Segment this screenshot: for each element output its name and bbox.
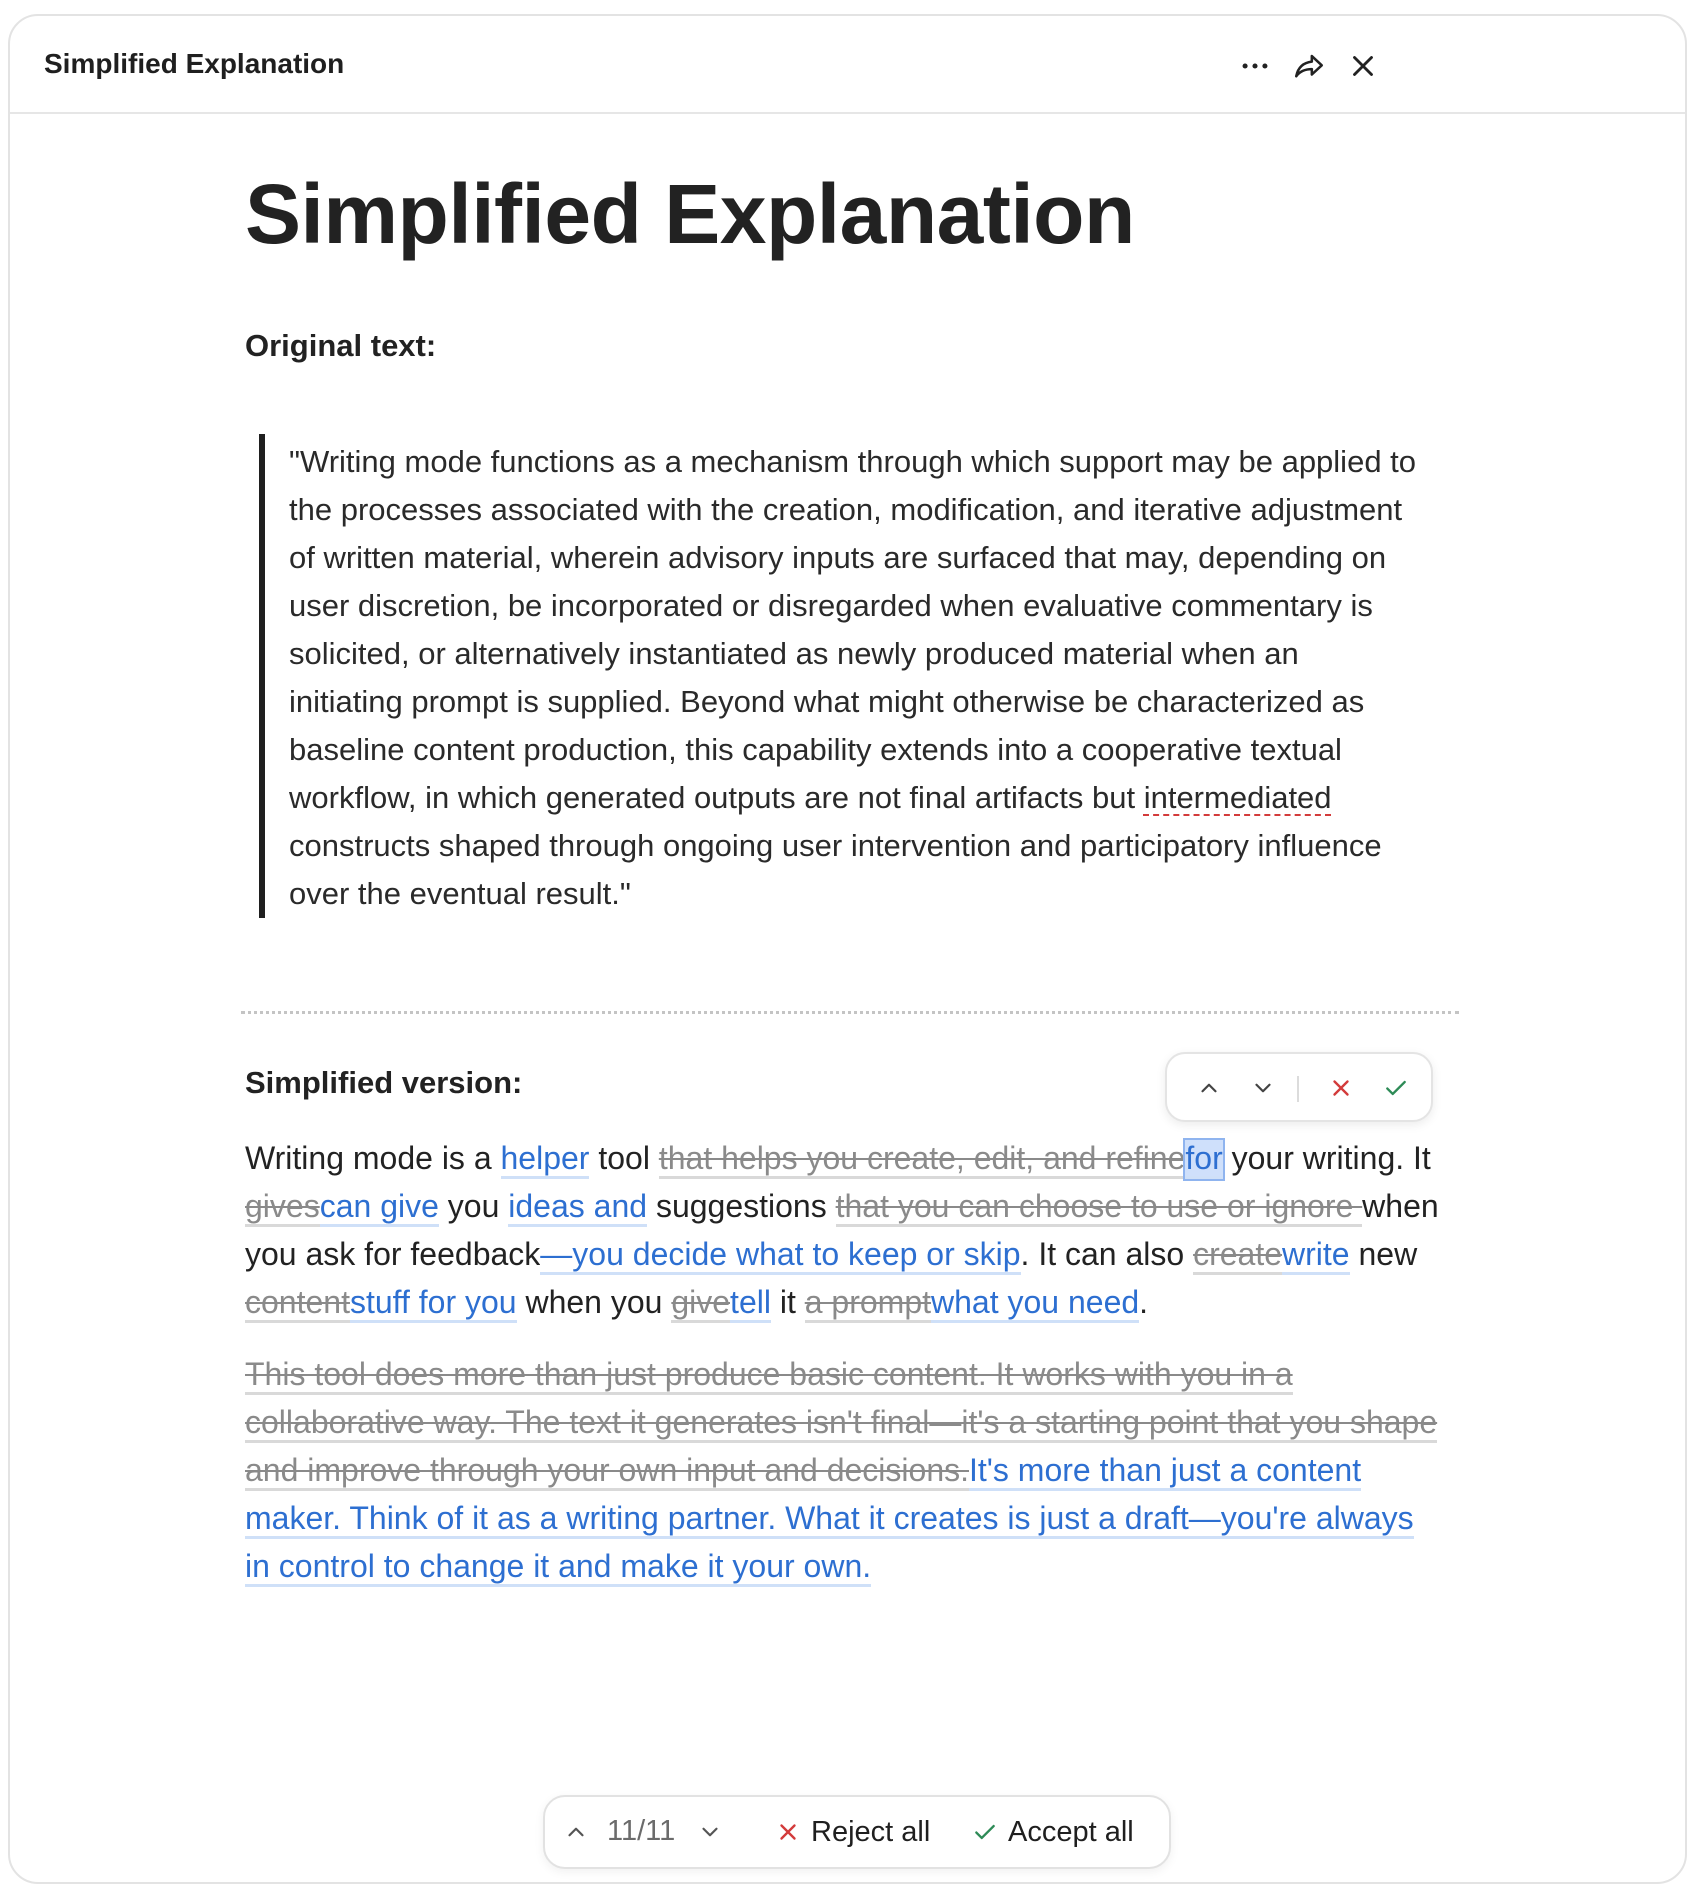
suggested-deletion[interactable]: content: [245, 1284, 350, 1323]
text-run: . It can also: [1020, 1236, 1194, 1272]
review-previous-button[interactable]: [563, 1797, 589, 1867]
simplified-text: [245, 1134, 1445, 1614]
chevron-up-icon: [1196, 1075, 1222, 1101]
original-text-heading: Original text:: [245, 328, 437, 363]
chevron-down-icon: [697, 1819, 723, 1845]
toolbar-separator: [1297, 1076, 1299, 1102]
suggested-insertion[interactable]: stuff for you: [350, 1284, 517, 1323]
text-run: when you: [516, 1284, 672, 1320]
x-icon: [775, 1819, 801, 1845]
editor-panel: [8, 14, 1687, 1884]
text-run: when you ask for feedback: [245, 1188, 1439, 1272]
previous-suggestion-button[interactable]: [1185, 1064, 1233, 1112]
simplified-paragraph-1: [245, 1134, 1445, 1326]
more-options-button[interactable]: [1227, 38, 1283, 94]
text-run: Writing mode is a: [245, 1140, 501, 1176]
review-next-button[interactable]: [697, 1797, 723, 1867]
text-run: you: [438, 1188, 509, 1224]
simplified-version-heading: Simplified version:: [245, 1065, 523, 1100]
suggested-insertion[interactable]: tell: [730, 1284, 771, 1323]
review-bar: [543, 1795, 1171, 1869]
chevron-down-icon: [1250, 1075, 1276, 1101]
suggested-insertion[interactable]: helper: [501, 1140, 590, 1179]
suggested-deletion[interactable]: that you can choose to use or ignore: [836, 1188, 1363, 1227]
suggested-deletion[interactable]: create: [1193, 1236, 1282, 1275]
next-suggestion-button[interactable]: [1239, 1064, 1287, 1112]
close-button[interactable]: [1335, 38, 1391, 94]
suggested-deletion[interactable]: that helps you create, edit, and refine: [659, 1140, 1186, 1179]
accept-all-label: Accept all: [1008, 1815, 1134, 1848]
original-blockquote: [259, 434, 1419, 918]
accept-suggestion-button[interactable]: [1372, 1064, 1420, 1112]
check-icon: [1383, 1075, 1409, 1101]
selected-suggested-insertion[interactable]: for: [1185, 1140, 1222, 1179]
text-run: new: [1349, 1236, 1418, 1272]
suggested-insertion[interactable]: ideas and: [508, 1188, 647, 1227]
text-run: tool: [589, 1140, 659, 1176]
original-text-part-2: constructs shaped through ongoing user intervention and participatory influence over the eventual result.": [289, 828, 1382, 911]
original-text-part-1: "Writing mode functions as a mechanism through which support may be applied to the processes associated with the creation, modification, and iterative adjustment of written material, wherein advisory inputs are surfaced that may, depending on user discretion, be incorporated or disregarded when evaluative commentary is solicited, or alternatively instantiated as newly produced material when an initiating prompt is supplied. Beyond what might otherwise be characterized as baseline content production, this capability extends into a cooperative textual workflow, in which generated outputs are not final artifacts but: [289, 444, 1417, 815]
panel-header: [10, 16, 1685, 114]
section-divider: [241, 1011, 1459, 1014]
share-button[interactable]: [1281, 38, 1337, 94]
share-arrow-icon: [1292, 49, 1326, 83]
text-run: .: [1139, 1284, 1149, 1320]
panel-title: Simplified Explanation: [44, 48, 345, 79]
suggested-insertion[interactable]: write: [1282, 1236, 1350, 1275]
suggested-deletion[interactable]: gives: [245, 1188, 320, 1227]
suggested-insertion[interactable]: It's more than just a content maker. Think of it as a writing partner. What it creates is just a draft—you're always in control to change it and make it your own.: [245, 1452, 1414, 1587]
reject-all-label: Reject all: [811, 1815, 931, 1848]
misspelled-word[interactable]: intermediated: [1143, 780, 1332, 815]
suggested-insertion[interactable]: can give: [320, 1188, 439, 1227]
x-icon: [1328, 1075, 1354, 1101]
suggested-insertion[interactable]: —you decide what to keep or skip: [540, 1236, 1020, 1275]
suggestion-counter: 11/11: [607, 1815, 676, 1847]
text-run: your writing. It: [1222, 1140, 1431, 1176]
simplified-paragraph-2: [245, 1350, 1445, 1590]
text-run: it: [770, 1284, 805, 1320]
reject-all-button[interactable]: [775, 1797, 930, 1867]
suggested-deletion[interactable]: give: [671, 1284, 730, 1323]
suggestion-toolbar: [1165, 1052, 1433, 1122]
more-horizontal-icon: [1238, 49, 1272, 83]
close-icon: [1346, 49, 1380, 83]
reject-suggestion-button[interactable]: [1317, 1064, 1365, 1112]
text-run: suggestions: [647, 1188, 836, 1224]
chevron-up-icon: [563, 1819, 589, 1845]
suggested-deletion[interactable]: a prompt: [805, 1284, 931, 1323]
suggested-deletion[interactable]: This tool does more than just produce basic content. It works with you in a collaborative way. The text it generates isn't final—it's a starting point that you shape and improve through your own input and decisions.: [245, 1356, 1437, 1491]
check-icon: [972, 1819, 998, 1845]
suggested-insertion[interactable]: what you need: [931, 1284, 1139, 1323]
document-title: Simplified Explanation: [245, 167, 1135, 261]
accept-all-button[interactable]: [972, 1797, 1134, 1867]
